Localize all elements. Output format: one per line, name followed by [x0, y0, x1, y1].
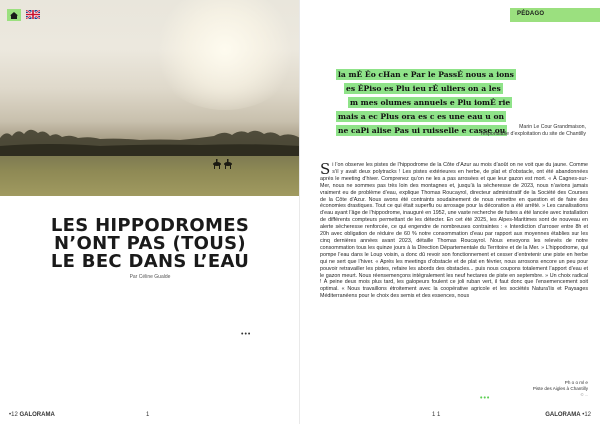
home-icon — [10, 12, 18, 19]
grass-field — [0, 156, 300, 196]
footer-right — [545, 412, 591, 418]
folio-right: 1 1 — [432, 412, 441, 418]
quote-text: ne caPi alise Pas ui ruisselle e casse ou — [338, 126, 506, 135]
right-page — [300, 0, 600, 424]
byline: Par Céline Gualde — [129, 274, 171, 280]
magazine-name: GALORAMA — [19, 412, 55, 418]
headline-line-2: N’ONT PAS (TOUS) — [54, 233, 246, 254]
quote-line — [336, 106, 576, 121]
footer-left — [9, 412, 55, 418]
photo-caption — [533, 380, 588, 398]
quote-text: la mÉ Éo cHan e Par le PassÉ nous a ions — [338, 70, 514, 79]
quote-text: es ÉPiso es Plu ieu rÉ uliers on a les — [346, 84, 501, 93]
article-headline — [0, 217, 300, 271]
quote-line — [336, 92, 576, 107]
quote-line — [336, 64, 576, 79]
quote-text: mais a ec Plus ora es c es une eau u on — [338, 112, 505, 121]
quote-attribution — [481, 124, 586, 137]
quote-line — [336, 78, 576, 93]
sun-glow — [150, 0, 300, 110]
continue-dots: ••• — [480, 395, 491, 402]
page-number: •12 — [582, 412, 591, 418]
caption-text: Piste des Aigles à Chantilly — [532, 386, 588, 391]
headline-line-1: LES HIPPODROMES — [50, 215, 250, 236]
attribution-name: Marin Le Cour Grandmaison, — [519, 124, 586, 130]
continue-dots: ••• — [241, 331, 252, 338]
hero-photo — [0, 0, 300, 196]
quote-text: m mes olumes annuels e Plu iomÉ rie — [350, 98, 511, 107]
section-label: PÉDAGO — [517, 11, 545, 17]
attribution-role: responsable d’exploitation du site de Chantilly — [480, 130, 586, 137]
caption-credit: Ph o o ml e — [564, 380, 588, 385]
page-number: •12 — [9, 412, 18, 418]
drop-cap: S — [320, 160, 331, 178]
horses-silhouette — [0, 156, 300, 196]
body-paragraph — [320, 162, 588, 300]
magazine-name: GALORAMA — [545, 412, 581, 418]
caption-small: © ... — [580, 392, 588, 397]
body-text: i l’on observe les pistes de l’hippodrome de la Côte d’Azur au mois d’août on ne voit que du jaune. Comme s’il y avait deux polytracks ! Les pistes extérieures en herbe, de plat et d’obstacle, ont été abandonnées après le meeting d’hiver. Comprenez qu’on ne les a pas arrosées et que leur gazon est mort. « À Cagnes-sur-Mer, nous ne sommes pas très loin des montagnes et, jusqu’à la sécheresse de 2023, nous n’avions jamais vraiment eu de problème d’eau, explique Thomas Roucayrol, directeur administratif de la Société des Courses de la Côte d’Azur. Nous avons été contraints soudainement de nous remettre en question et de faire des économies drastiques. Tout ce qui était superflu ou arrosage pour la décoration a été arrêté. » Les canalisations d’eau ayant l’âge de l’hippodrome, inauguré en 1952, une vaste recherche de fuites a été lancée avec installation de différents compteurs permettant de les détecter. En cet été 2025, les Alpes-Maritimes sont de nouveau en alerte sécheresse renforcée, ce qui engendre de nombreuses contraintes : « Interdiction d’arroser entre 8h et 20h avec obligation de réduire de 60 % notre consommation d’eau par rapport aux moyennes établies sur les cinq dernières années avant 2023, détaille Thomas Roucayrol. Nous envoyons les relevés de notre consommation tous les quinze jours à la Direction Départementale du Territoire et de la Mer. » L’hippodrome, qui pompe l’eau dans le Loup voisin, a donc dû revoir son fonctionnement et cesser d’entretenir une piste en herbe qui ne sert que l’hiver. « Après les meetings d’obstacle et de plat en février, nous arrosons encore un peu pour pouvoir retravailler les pistes, refaire les abords des obstacles... puis nous coupons totalement l’apport d’eau et le gazon meurt. Nous réensemençons intégralement les neuf hectares de piste en septembre. » Un choix radical ! À peine deux mois plus tard, les galopeurs foulent ce joli ruban vert, il faut donc que l’ensemencement soit optimal. « Nous travaillons étroitement avec la coopérative agricole et les sociétés Natura’lis et Paysages Méditerranéens pour le choix des semis et des essences, nous — [320, 162, 588, 300]
uk-flag-icon[interactable] — [26, 10, 40, 19]
folio-left: 1 — [146, 412, 150, 418]
article-body — [320, 162, 588, 300]
home-button[interactable] — [7, 9, 21, 21]
treeline — [0, 124, 300, 158]
headline-line-3: LE BEC DANS L’EAU — [50, 251, 250, 272]
section-tab — [510, 8, 600, 22]
